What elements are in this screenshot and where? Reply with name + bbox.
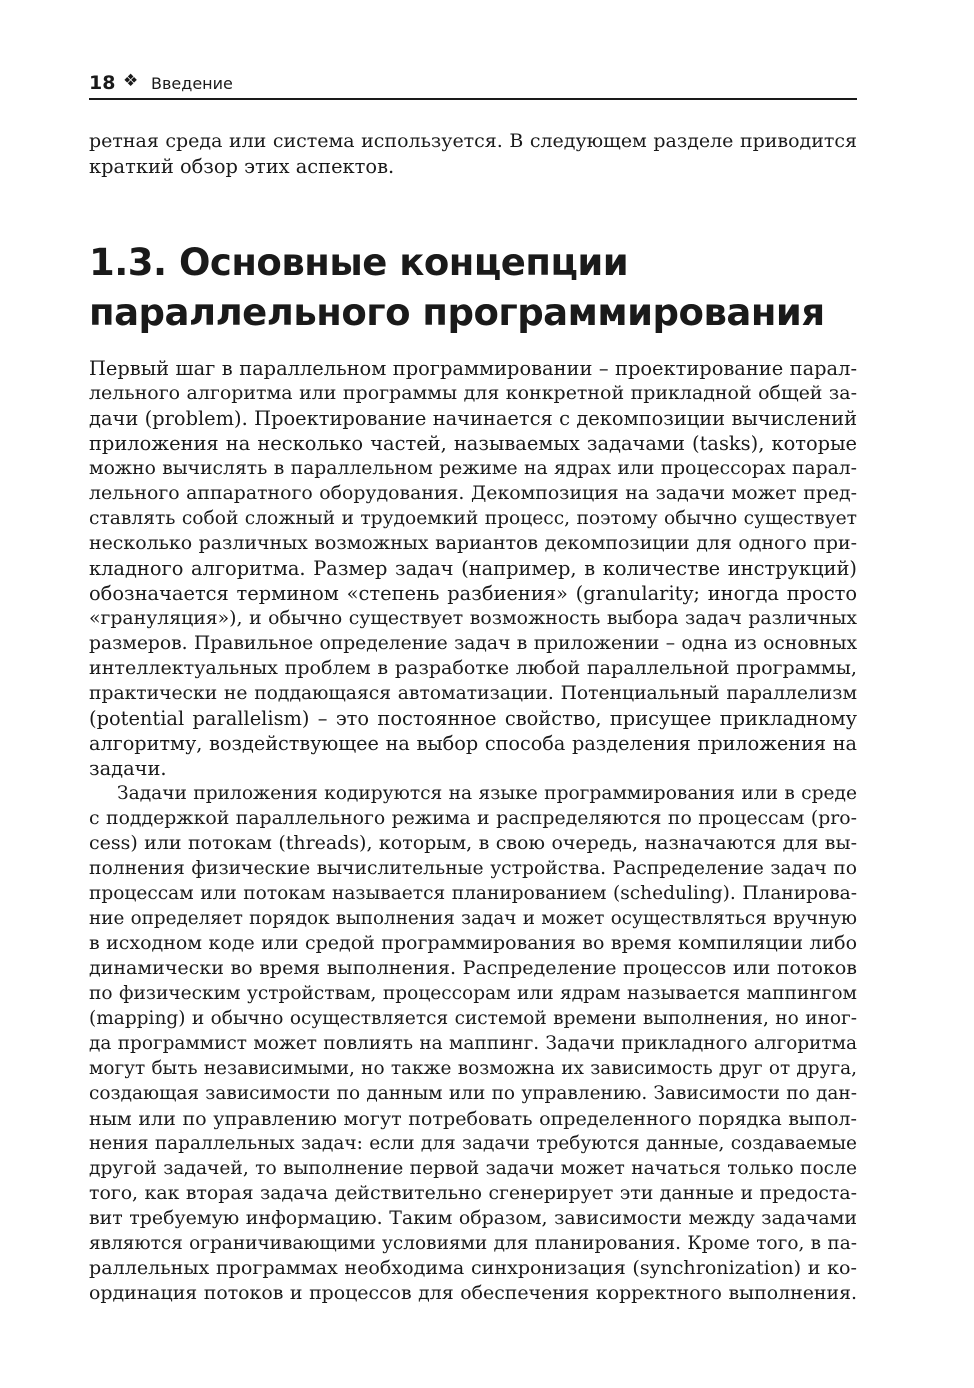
text-line: лельного аппаратного оборудования. Декомпозиция на задачи может пред-	[89, 482, 857, 504]
text-line: создающая зависимости по данным или по управлению. Зависимости по дан-	[89, 1083, 857, 1104]
text-line: раллельных программах необходима синхронизация (synchronization) и ко-	[89, 1257, 857, 1279]
text-line: (mapping) и обычно осуществляется системой времени выполнения, но иног-	[89, 1008, 857, 1029]
running-chapter-title: Введение	[151, 74, 233, 93]
text-line: да программист может повлиять на маппинг. Задачи прикладного алгоритма	[89, 1033, 857, 1054]
text-line: лельного алгоритма или программы для конкретной прикладной общей за-	[89, 382, 857, 404]
text-line: ретная среда или система используется. В следующем разделе приводится	[89, 130, 857, 152]
text-line: (potential parallelism) – это постоянное свойство, присущее прикладному	[89, 707, 857, 730]
text-line: вит требуемую информацию. Таким образом, зависимости между задачами	[89, 1207, 857, 1229]
text-line: в исходном коде или средой программирования во время компиляции либо	[89, 932, 857, 954]
text-line: задачи.	[89, 757, 167, 780]
text-line: приложения на несколько частей, называемых задачами (tasks), которые	[89, 432, 857, 455]
section-heading-line: параллельного программирования	[89, 291, 825, 334]
text-line: ставлять собой сложный и трудоемкий процесс, поэтому обычно существует	[89, 508, 857, 529]
text-line: практически не поддающаяся автоматизации. Потенциальный параллелизм	[89, 683, 857, 704]
text-line: того, как вторая задача действительно сгенерирует эти данные и предоста-	[89, 1182, 857, 1204]
text-line: «грануляция»), и обычно существует возможность выбора задач различных	[89, 608, 857, 629]
page-header	[89, 70, 857, 100]
text-line: ным или по управлению могут потребовать определенного порядка выпол-	[89, 1107, 857, 1130]
text-line: дачи (problem). Проектирование начинается с декомпозиции вычислений	[89, 407, 857, 430]
page-number: 18	[89, 72, 116, 94]
text-line: динамически во время выполнения. Распределение процессов или потоков	[89, 957, 857, 979]
ornament-icon: ❖	[123, 71, 139, 91]
text-line: Задачи приложения кодируются на языке программирования или в среде	[117, 783, 857, 804]
text-line: размеров. Правильное определение задач в приложении – одна из основных	[89, 633, 857, 654]
text-line: ординация потоков и процессов для обеспечения корректного выполнения.	[89, 1282, 857, 1304]
text-line: cess) или потокам (threads), которым, в свою очередь, назначаются для вы-	[89, 832, 857, 854]
text-line: кладного алгоритма. Размер задач (например, в количестве инструкций)	[89, 557, 857, 580]
text-line: ние определяет порядок выполнения задач и может осуществляться вручную	[89, 908, 857, 929]
text-line: обозначается термином «степень разбиения» (granularity; иногда просто	[89, 582, 857, 605]
text-line: Первый шаг в параллельном программировании – проектирование парал-	[89, 357, 857, 380]
text-line: могут быть независимыми, но также возможна их зависимость друг от друга,	[89, 1058, 857, 1079]
text-line: краткий обзор этих аспектов.	[89, 155, 395, 178]
text-line: процессам или потокам называется планированием (scheduling). Планирова-	[89, 883, 857, 904]
text-line: несколько различных возможных вариантов декомпозиции для одного при-	[89, 532, 857, 554]
text-line: другой задачей, то выполнение первой задачи может начаться только после	[89, 1158, 857, 1179]
text-line: нения параллельных задач: если для задачи требуются данные, создаваемые	[89, 1133, 857, 1154]
text-line: с поддержкой параллельного режима и распределяются по процессам (pro-	[89, 808, 857, 829]
text-line: интеллектуальных проблем в разработке любой параллельной программы,	[89, 657, 857, 679]
text-line: являются ограничивающими условиями для планирования. Кроме того, в па-	[89, 1233, 857, 1254]
text-line: по физическим устройствам, процессорам или ядрам называется маппингом	[89, 983, 857, 1004]
text-line: можно вычислять в параллельном режиме на ядрах или процессорах парал-	[89, 458, 857, 479]
text-line: полнения физические вычислительные устройства. Распределение задач по	[89, 858, 857, 879]
text-line: алгоритму, воздействующее на выбор способа разделения приложения на	[89, 732, 857, 755]
section-heading	[89, 238, 869, 338]
section-heading-line: 1.3. Основные концепции	[89, 241, 629, 284]
